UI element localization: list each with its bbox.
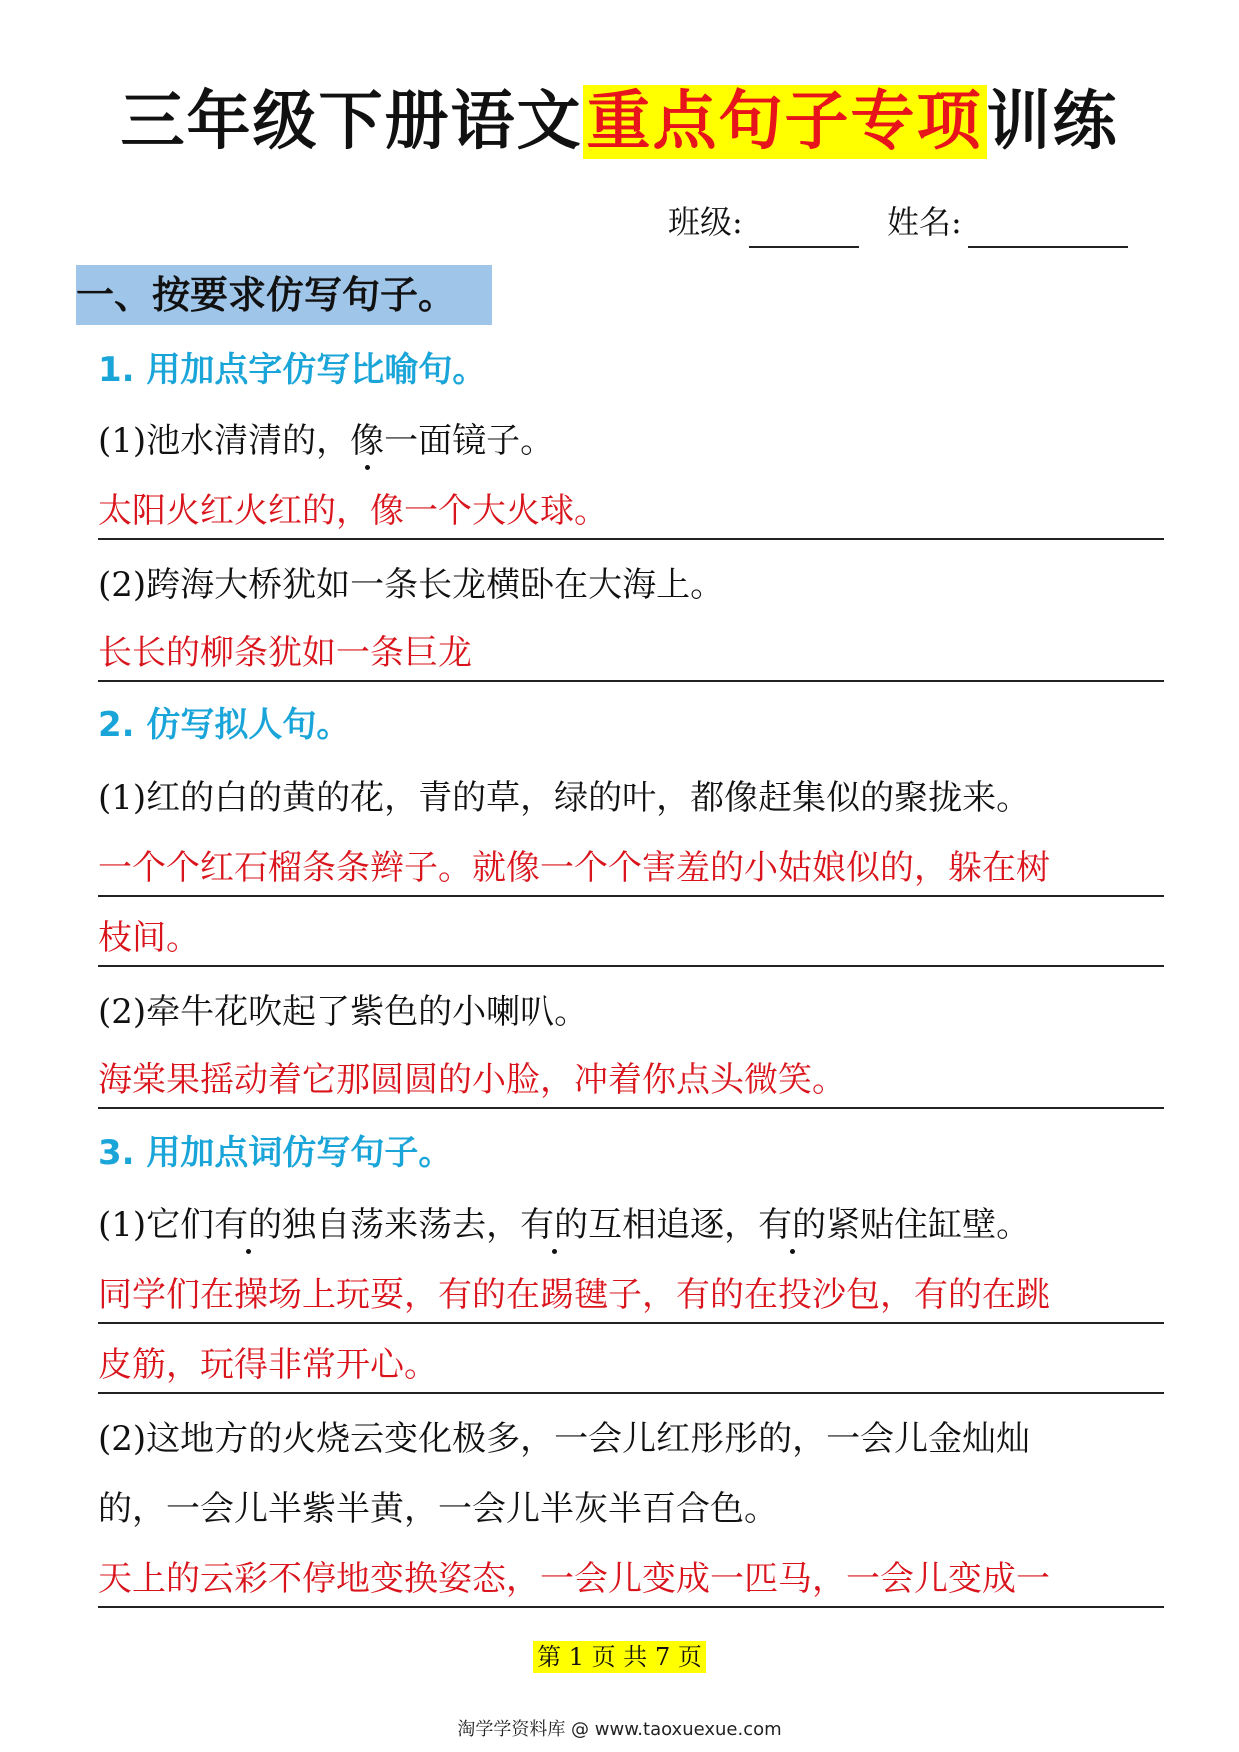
part-1-heading: 1. 用加点字仿写比喻句。 xyxy=(98,350,487,390)
part-1-question-2: (2)跨海大桥犹如一条长龙横卧在大海上。 xyxy=(98,565,725,605)
footer-watermark: 淘学学资料库 @ www.taoxuexue.com xyxy=(457,1719,782,1740)
part-1-answer-1: 太阳火红火红的，像一个大火球。 xyxy=(98,486,1164,540)
part-3-heading: 3. 用加点词仿写句子。 xyxy=(98,1133,453,1173)
page-title xyxy=(0,72,1239,172)
part-3-answer-1-line-1: 同学们在操场上玩耍，有的在踢毽子，有的在投沙包，有的在跳 xyxy=(98,1270,1164,1324)
part-3-question-2-line-1: (2)这地方的火烧云变化极多，一会儿红彤彤的，一会儿金灿灿 xyxy=(98,1419,1031,1459)
part-3-question-2-line-2: 的，一会儿半紫半黄，一会儿半灰半百合色。 xyxy=(98,1489,778,1529)
student-info-row xyxy=(668,196,1128,248)
page-number xyxy=(0,1640,1239,1674)
q-text: (1)池水清清的， xyxy=(98,421,351,461)
name-blank xyxy=(968,206,1128,248)
part-2-question-1: (1)红的白的黄的花，青的草，绿的叶，都像赶集似的聚拢来。 xyxy=(98,778,1031,818)
title-highlight: 重点句子专项 xyxy=(583,85,987,159)
page-number-text: 第 1 页 共 7 页 xyxy=(533,1641,706,1673)
part-2-answer-1-line-2: 枝间。 xyxy=(98,913,1164,967)
dotted-char: 像 xyxy=(350,416,384,466)
class-blank xyxy=(749,206,859,248)
section-heading: 一、按要求仿写句子。 xyxy=(76,265,492,325)
name-label: 姓名: xyxy=(886,203,962,241)
q-text: 一面镜子。 xyxy=(384,421,555,461)
part-3-answer-2-line-1: 天上的云彩不停地变换姿态，一会儿变成一匹马，一会儿变成一 xyxy=(98,1554,1164,1608)
part-2-answer-2: 海棠果摇动着它那圆圆的小脸，冲着你点头微笑。 xyxy=(98,1055,1164,1109)
part-3-question-1 xyxy=(98,1200,1030,1250)
q-text: (1)它们 xyxy=(98,1205,215,1245)
title-prefix: 三年级下册语文 xyxy=(120,85,583,159)
part-3-answer-1-line-2: 皮筋，玩得非常开心。 xyxy=(98,1340,1164,1394)
title-suffix: 训练 xyxy=(986,85,1119,159)
part-2-heading: 2. 仿写拟人句。 xyxy=(98,705,351,745)
part-2-answer-1-line-1: 一个个红石榴条条辫子。就像一个个害羞的小姑娘似的，躲在树 xyxy=(98,843,1164,897)
q-text: 独自荡来荡去， xyxy=(282,1205,521,1245)
q-text: 紧贴住缸壁。 xyxy=(826,1205,1031,1245)
part-1-question-1 xyxy=(98,416,554,466)
part-2-question-2: (2)牵牛花吹起了紫色的小喇叭。 xyxy=(98,992,589,1032)
dotted-word: 有的 xyxy=(758,1200,826,1250)
part-1-answer-2: 长长的柳条犹如一条巨龙 xyxy=(98,628,1164,682)
class-label: 班级: xyxy=(668,203,743,241)
dotted-word: 有的 xyxy=(214,1200,282,1250)
dotted-word: 有的 xyxy=(520,1200,588,1250)
q-text: 互相追逐， xyxy=(588,1205,759,1245)
